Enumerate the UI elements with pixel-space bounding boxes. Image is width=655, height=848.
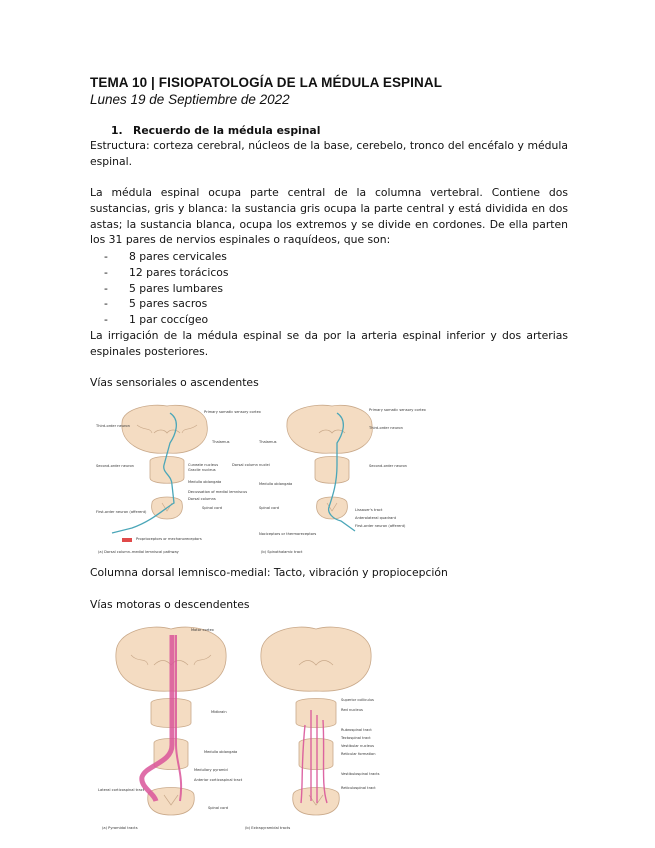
nerve-pairs-list bbox=[104, 249, 229, 328]
svg-text:Third-order neuron: Third-order neuron bbox=[369, 426, 403, 430]
sensory-left-diagram bbox=[92, 403, 426, 558]
paragraph-description: La médula espinal ocupa parte central de la columna vertebral. Contiene dos sustancias, gris y blanca: la sustancia gris ocupa la parte central y está dividida en dos astas; la sustancia blanca, ocupa los extremos y se divide en cordones. De ella parten los 31 pares de nervios espinales o raquídeos, que son: bbox=[90, 186, 568, 247]
svg-text:Spinal cord: Spinal cord bbox=[202, 506, 223, 510]
svg-text:Medulla oblongata: Medulla oblongata bbox=[259, 482, 293, 486]
sensory-caption: Columna dorsal lemnisco-medial: Tacto, vibración y propiocepción bbox=[90, 566, 448, 579]
svg-text:Anterior corticospinal tract: Anterior corticospinal tract bbox=[194, 778, 243, 782]
svg-text:(b) Spinothalamic tract: (b) Spinothalamic tract bbox=[261, 550, 303, 554]
list-item: - 8 pares cervicales bbox=[104, 250, 227, 263]
page-date: Lunes 19 de Septiembre de 2022 bbox=[90, 92, 290, 107]
svg-text:Red nucleus: Red nucleus bbox=[341, 708, 363, 712]
section-title: Recuerdo de la médula espinal bbox=[133, 124, 321, 137]
svg-text:(b) Extrapyramidal tracts: (b) Extrapyramidal tracts bbox=[245, 826, 291, 830]
svg-text:Spinal cord: Spinal cord bbox=[208, 806, 229, 810]
svg-text:Reticulospinal tract: Reticulospinal tract bbox=[341, 786, 376, 790]
svg-text:Vestibular nucleus: Vestibular nucleus bbox=[341, 744, 374, 748]
svg-text:Primary somatic sensory cortex: Primary somatic sensory cortex bbox=[369, 408, 426, 412]
section-heading bbox=[111, 124, 320, 137]
svg-text:Vestibulospinal tracts: Vestibulospinal tracts bbox=[341, 772, 380, 776]
svg-text:Spinal cord: Spinal cord bbox=[259, 506, 280, 510]
list-item: - 1 par coccígeo bbox=[104, 313, 209, 327]
svg-text:Superior colliculus: Superior colliculus bbox=[341, 698, 374, 702]
svg-text:Cuneate nucleus: Cuneate nucleus bbox=[188, 463, 219, 467]
svg-text:Decussation of medial lemniscu: Decussation of medial lemniscus bbox=[188, 490, 248, 494]
svg-text:Second-order neuron: Second-order neuron bbox=[96, 464, 134, 468]
motor-right-diagram bbox=[245, 627, 380, 830]
svg-text:Third-order neuron: Third-order neuron bbox=[96, 424, 130, 428]
motor-heading: Vías motoras o descendentes bbox=[90, 598, 250, 611]
svg-text:Medulla oblongata: Medulla oblongata bbox=[204, 750, 238, 754]
svg-text:Thalamus: Thalamus bbox=[212, 440, 230, 444]
svg-text:(a) Pyramidal tracts: (a) Pyramidal tracts bbox=[102, 826, 138, 830]
svg-text:Motor cortex: Motor cortex bbox=[191, 628, 214, 632]
svg-text:Dorsal columns: Dorsal columns bbox=[188, 497, 216, 501]
svg-text:Second-order neuron: Second-order neuron bbox=[369, 464, 407, 468]
svg-text:Medulla oblongata: Medulla oblongata bbox=[188, 480, 222, 484]
svg-text:Gracile nucleus: Gracile nucleus bbox=[188, 468, 216, 472]
list-item: - 5 pares lumbares bbox=[104, 281, 223, 295]
paragraph-irrigation: La irrigación de la médula espinal se da por la arteria espinal inferior y dos arterias espinales posteriores. bbox=[90, 329, 568, 358]
svg-text:Medullary pyramid: Medullary pyramid bbox=[194, 768, 228, 772]
list-item: - 12 pares torácicos bbox=[104, 265, 229, 279]
sensory-right-diagram bbox=[258, 405, 427, 554]
svg-text:Nociceptors or thermoreceptors: Nociceptors or thermoreceptors bbox=[259, 532, 317, 536]
svg-text:Tectospinal tract: Tectospinal tract bbox=[341, 736, 371, 740]
motor-left-diagram bbox=[96, 625, 396, 835]
svg-text:(a) Dorsal column–medial lemni: (a) Dorsal column–medial lemniscal pathway bbox=[98, 550, 179, 554]
motor-pathways-figure bbox=[96, 625, 396, 835]
svg-text:Lateral corticospinal tract: Lateral corticospinal tract bbox=[98, 788, 145, 792]
svg-text:Anterolateral quadrant: Anterolateral quadrant bbox=[355, 516, 397, 520]
svg-text:Midbrain: Midbrain bbox=[211, 710, 227, 714]
sensory-heading: Vías sensoriales o ascendentes bbox=[90, 376, 259, 389]
svg-text:Reticular formation: Reticular formation bbox=[341, 752, 376, 756]
svg-text:Proprioceptors or mechanorecep: Proprioceptors or mechanoreceptors bbox=[136, 537, 202, 541]
svg-text:Dorsal column nuclei: Dorsal column nuclei bbox=[232, 463, 270, 467]
section-number: 1. bbox=[111, 124, 123, 137]
list-item: - 5 pares sacros bbox=[104, 297, 208, 311]
svg-text:Rubrospinal tract: Rubrospinal tract bbox=[341, 728, 372, 732]
sensory-pathways-figure bbox=[92, 403, 426, 558]
svg-text:First-order neuron (afferent): First-order neuron (afferent) bbox=[355, 524, 406, 528]
svg-text:Primary somatic sensory cortex: Primary somatic sensory cortex bbox=[204, 410, 261, 414]
page-title: TEMA 10 | FISIOPATOLOGÍA DE LA MÉDULA ESPINAL bbox=[90, 75, 443, 90]
svg-text:Lissauer's tract: Lissauer's tract bbox=[355, 508, 383, 512]
paragraph-structure: Estructura: corteza cerebral, núcleos de la base, cerebelo, tronco del encéfalo y médula espinal. bbox=[90, 139, 568, 168]
svg-text:First-order neuron (afferent): First-order neuron (afferent) bbox=[96, 510, 147, 514]
svg-text:Thalamus: Thalamus bbox=[259, 440, 277, 444]
